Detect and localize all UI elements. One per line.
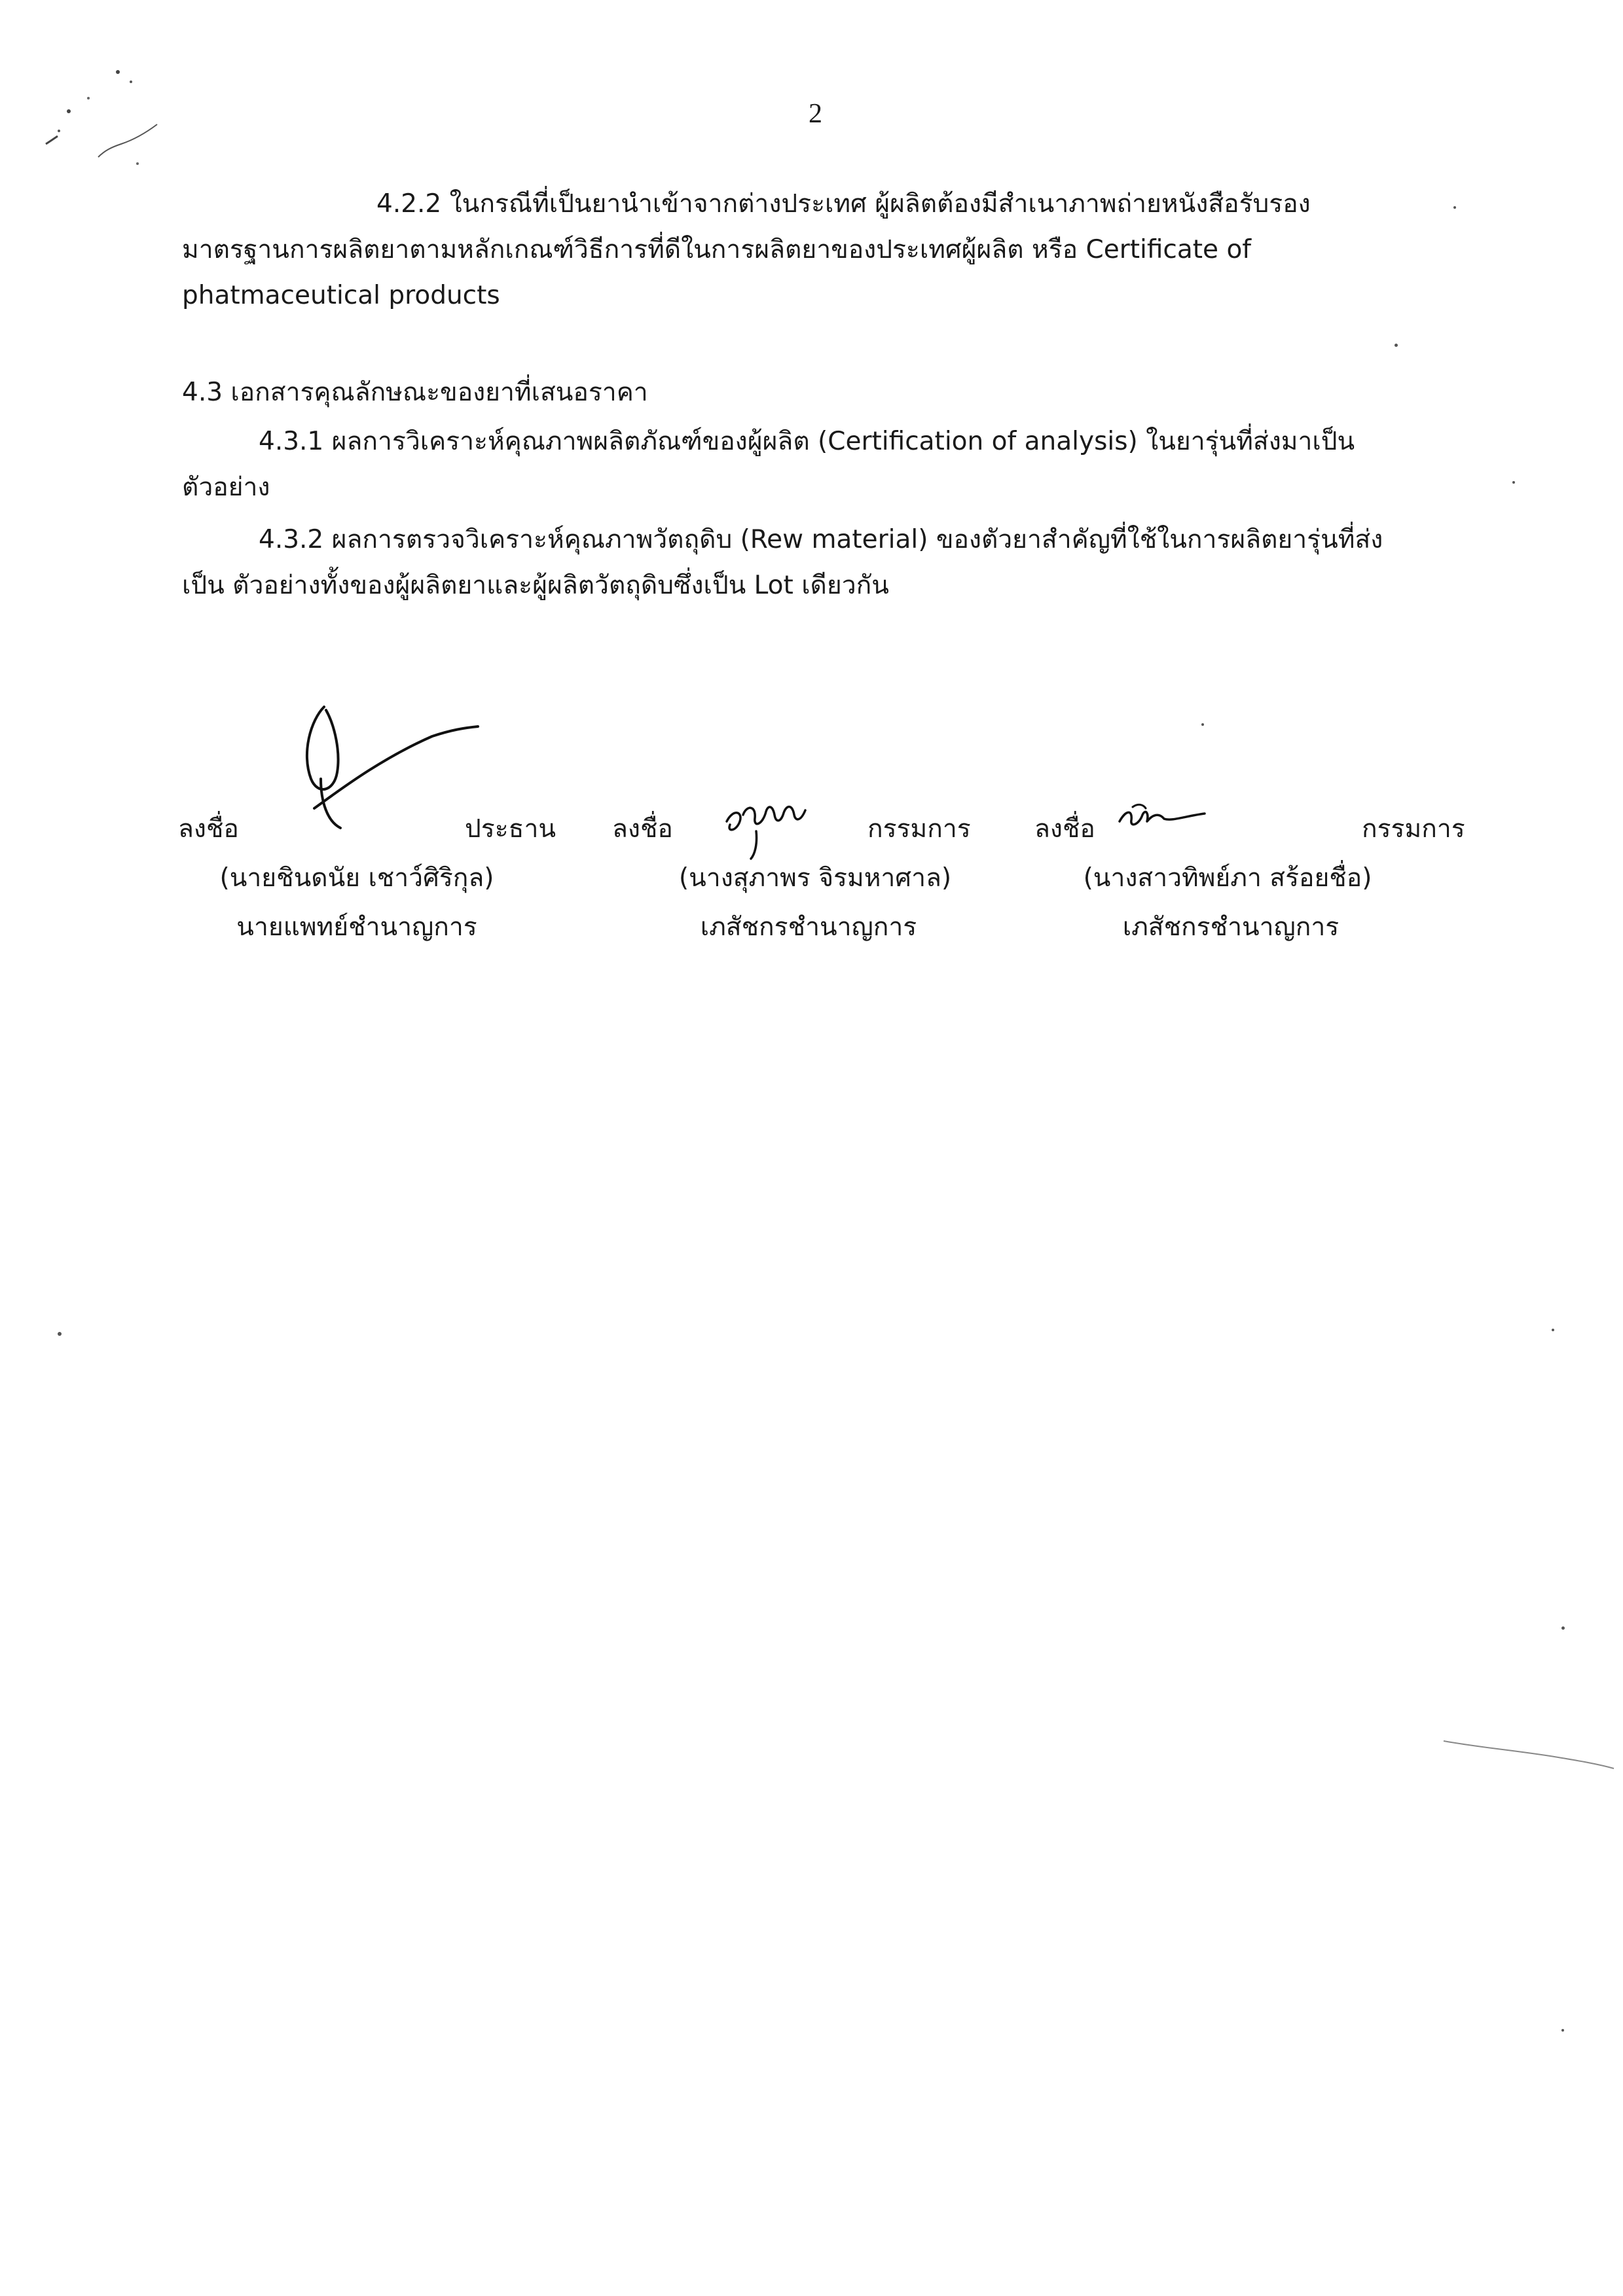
chairman-signature-graphic xyxy=(275,681,491,838)
scan-speck xyxy=(1561,1626,1565,1630)
scan-noise-right xyxy=(1440,1734,1617,1774)
scan-speck xyxy=(1561,2029,1564,2032)
signer-2-name: (นางสุภาพร จิรมหาศาล) xyxy=(678,863,952,893)
signer-3-name: (นางสาวทิพย์ภา สร้อยชื่อ) xyxy=(1083,863,1372,893)
signer-2-position: เภสัชกรชำนาญการ xyxy=(700,912,917,942)
paragraph-4-3-2-line-2: เป็น ตัวอย่างทั้งของผู้ผลิตยาและผู้ผลิตวัตถุดิบซึ่งเป็น Lot เดียวกัน xyxy=(182,571,889,600)
signer-1-position: นายแพทย์ชำนาญการ xyxy=(236,912,477,942)
scan-noise-top-left xyxy=(39,59,183,170)
signer-1-role: ประธาน xyxy=(465,814,556,844)
signer-1-name: (นายชินดนัย เชาว์ศิริกุล) xyxy=(219,863,494,893)
scan-speck xyxy=(1512,481,1515,484)
signer-1-sign-label: ลงชื่อ xyxy=(178,814,239,844)
paragraph-4-3-1-line-2: ตัวอย่าง xyxy=(182,473,270,502)
signer-2-role: กรรมการ xyxy=(867,814,971,844)
paragraph-4-2-2-line-1: 4.2.2 ในกรณีที่เป็นยานำเข้าจากต่างประเทศ ผู้ผลิตต้องมีสำเนาภาพถ่ายหนังสือรับรอง xyxy=(376,189,1311,219)
paragraph-4-2-2-line-3: phatmaceutical products xyxy=(182,281,500,310)
paragraph-4-2-2-line-2: มาตรฐานการผลิตยาตามหลักเกณฑ์วิธีการที่ดีในการผลิตยาของประเทศผู้ผลิต หรือ Certificate of xyxy=(182,235,1252,264)
section-heading-4-3: 4.3 เอกสารคุณลักษณะของยาที่เสนอราคา xyxy=(182,378,648,407)
paragraph-4-3-1-line-1: 4.3.1 ผลการวิเคราะห์คุณภาพผลิตภัณฑ์ของผู้ผลิต (Certification of analysis) ในยารุ่นที่ส่งมาเป็น xyxy=(259,427,1355,456)
page-number: 2 xyxy=(809,99,822,129)
committee-signature-graphic-3 xyxy=(1113,795,1218,841)
scan-speck xyxy=(1395,344,1398,347)
committee-signature-graphic-2 xyxy=(717,785,828,864)
signer-3-sign-label: ลงชื่อ xyxy=(1034,814,1095,844)
paragraph-4-3-2-line-1: 4.3.2 ผลการตรวจวิเคราะห์คุณภาพวัตถุดิบ (Rew material) ของตัวยาสำคัญที่ใช้ในการผลิตยารุ่นที่ส่ง xyxy=(259,525,1383,554)
scan-speck xyxy=(58,1332,62,1336)
signer-3-role: กรรมการ xyxy=(1362,814,1465,844)
signer-3-position: เภสัชกรชำนาญการ xyxy=(1122,912,1340,942)
signer-2-sign-label: ลงชื่อ xyxy=(612,814,673,844)
scan-speck xyxy=(1552,1329,1554,1331)
scan-speck xyxy=(1201,723,1204,726)
scan-speck xyxy=(1453,206,1456,209)
